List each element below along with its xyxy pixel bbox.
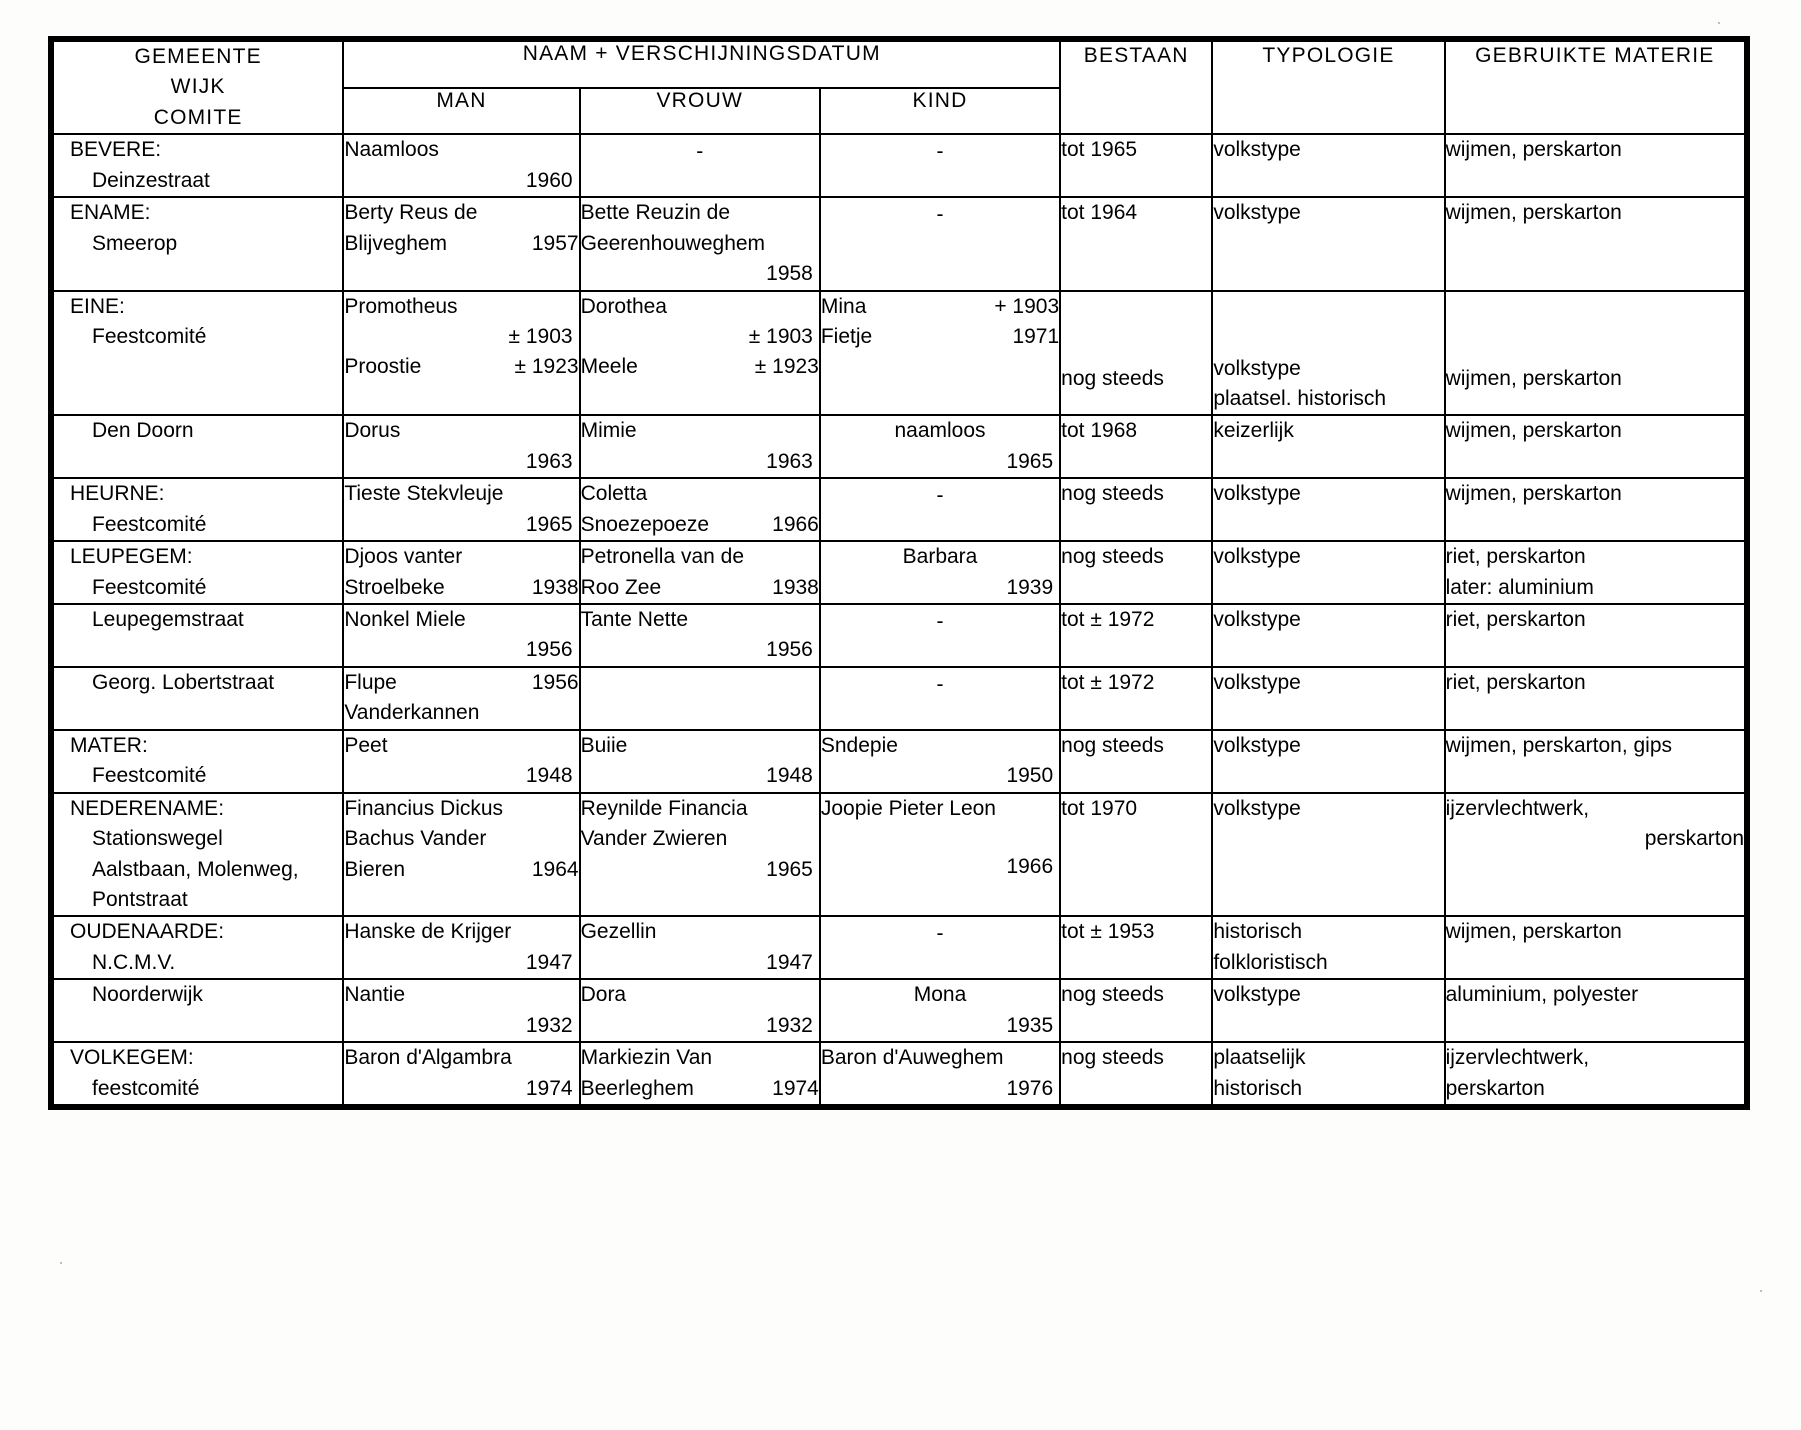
cell-materie: wijmen, perskarton — [1445, 916, 1745, 979]
cell-typologie: keizerlijk — [1212, 415, 1444, 478]
kind-name: Mina — [820, 294, 867, 318]
data-table — [52, 40, 1746, 1106]
cell-vrouw — [580, 793, 820, 917]
cell-bestaan: tot 1968 — [1060, 415, 1212, 478]
vrouw-name: Bette Reuzin de — [580, 201, 731, 225]
cell-man — [343, 730, 579, 793]
vrouw-year: 1966 — [772, 512, 819, 536]
cell-materie: riet, perskarton — [1445, 667, 1745, 730]
vrouw-name: Markiezin Van — [580, 1046, 713, 1070]
kind-name: - — [936, 203, 944, 227]
table-row — [53, 541, 1745, 604]
cell-bestaan: tot ± 1972 — [1060, 667, 1212, 730]
vrouw-year: 1965 — [766, 857, 813, 881]
cell-kind — [820, 134, 1060, 197]
table-body — [53, 134, 1745, 1105]
bestaan-value: nog steeds — [1061, 366, 1164, 390]
cell-materie: aluminium, polyester — [1445, 979, 1745, 1042]
cell-man — [343, 916, 579, 979]
column-header-gemeente-line2: WIJK — [170, 75, 226, 99]
table-row — [53, 730, 1745, 793]
cell-man — [343, 415, 579, 478]
wijk-name: Noorderwijk — [92, 983, 203, 1007]
vrouw-name: Buiie — [580, 733, 628, 757]
table-header-row-1 — [53, 41, 1745, 88]
vrouw-year: 1974 — [772, 1076, 819, 1100]
man-name: Nantie — [344, 983, 406, 1007]
cell-gemeente — [53, 793, 343, 917]
cell-man — [343, 979, 579, 1042]
vrouw-name: Petronella van de — [580, 545, 745, 569]
cell-typologie: volkstype — [1212, 134, 1444, 197]
man-year: 1974 — [525, 1076, 573, 1100]
column-header-gebruikte-materie: GEBRUIKTE MATERIE — [1445, 41, 1745, 134]
cell-gemeente — [53, 291, 343, 416]
man-year: 1960 — [525, 168, 573, 192]
table-row — [53, 415, 1745, 478]
cell-gemeente — [53, 541, 343, 604]
column-header-vrouw: VROUW — [580, 88, 820, 135]
vrouw-name: Gezellin — [580, 920, 657, 944]
cell-vrouw — [580, 541, 820, 604]
kind-year: 1939 — [1006, 575, 1054, 599]
kind-name: - — [936, 922, 944, 946]
vrouw-year: ± 1903 — [748, 324, 813, 348]
cell-kind — [820, 730, 1060, 793]
cell-vrouw — [580, 415, 820, 478]
gemeente-name: LEUPEGEM: — [70, 545, 193, 569]
man-name: Baron d'Algambra — [344, 1046, 512, 1070]
man-year: 1932 — [525, 1013, 573, 1037]
column-header-gemeente-line1: GEMEENTE — [134, 45, 262, 68]
vrouw-name-line2: Geerenhouweghem — [580, 231, 766, 255]
table-row — [53, 604, 1745, 667]
cell-vrouw — [580, 730, 820, 793]
gemeente-name: MATER: — [70, 733, 148, 757]
column-header-typologie: TYPOLOGIE — [1212, 41, 1444, 134]
table-header — [53, 41, 1745, 134]
cell-bestaan — [1060, 291, 1212, 416]
man-name: Naamloos — [344, 138, 439, 162]
wijk-name: Feestcomité — [92, 575, 207, 599]
materie-value: riet, perskarton — [1445, 545, 1586, 569]
wijk-name: Stationswegel — [92, 827, 223, 851]
typologie-value: volkstype — [1213, 356, 1301, 380]
column-header-man: MAN — [343, 88, 579, 135]
man-year: 1957 — [531, 231, 579, 255]
cell-typologie — [1212, 291, 1444, 416]
table-row — [53, 291, 1745, 416]
column-header-bestaan: BESTAAN — [1060, 41, 1212, 134]
cell-kind — [820, 916, 1060, 979]
table-row — [53, 667, 1745, 730]
gemeente-name: VOLKEGEM: — [70, 1046, 194, 1070]
vrouw-year-second: ± 1923 — [754, 355, 819, 379]
vrouw-year: 1956 — [766, 638, 813, 662]
cell-gemeente — [53, 415, 343, 478]
kind-year: 1966 — [1006, 855, 1054, 879]
wijk-name: Deinzestraat — [92, 168, 210, 192]
man-name-line2: Stroelbeke — [344, 575, 445, 599]
cell-bestaan: tot 1965 — [1060, 134, 1212, 197]
cell-bestaan: nog steeds — [1060, 541, 1212, 604]
cell-kind — [820, 541, 1060, 604]
cell-typologie: volkstype — [1212, 730, 1444, 793]
man-name-line2: Blijveghem — [344, 231, 448, 255]
cell-man — [343, 604, 579, 667]
materie-value-2: later: aluminium — [1445, 575, 1594, 599]
man-name-line3: Bieren — [344, 857, 406, 881]
man-name: Promotheus — [344, 294, 458, 318]
cell-man — [343, 291, 579, 416]
wijk-name: Den Doorn — [92, 419, 194, 443]
cell-kind — [820, 415, 1060, 478]
cell-gemeente — [53, 478, 343, 541]
cell-typologie: volkstype — [1212, 197, 1444, 290]
kind-name: Sndepie — [820, 733, 898, 757]
kind-name: Joopie Pieter Leon — [820, 796, 996, 820]
cell-kind — [820, 291, 1060, 416]
kind-year: + 1903 — [994, 294, 1060, 318]
cell-typologie: volkstype — [1212, 979, 1444, 1042]
kind-name: - — [936, 140, 944, 164]
cell-vrouw — [580, 979, 820, 1042]
cell-typologie — [1212, 1042, 1444, 1105]
kind-name: Barbara — [902, 545, 978, 569]
kind-name: naamloos — [894, 419, 986, 443]
cell-materie — [1445, 541, 1745, 604]
man-name: Tieste Stekvleuje — [344, 482, 504, 506]
cell-kind — [820, 604, 1060, 667]
kind-name: - — [936, 610, 944, 633]
materie-value: wijmen, perskarton — [1445, 366, 1622, 390]
table-row — [53, 134, 1745, 197]
table-row — [53, 793, 1745, 917]
man-year: 1964 — [531, 857, 579, 881]
cell-man — [343, 793, 579, 917]
cell-kind — [820, 979, 1060, 1042]
cell-man — [343, 134, 579, 197]
wijk-name-line3: Pontstraat — [92, 887, 188, 911]
cell-gemeente — [53, 916, 343, 979]
vrouw-name-line2: Vander Zwieren — [580, 827, 728, 851]
wijk-name: Feestcomité — [92, 764, 207, 788]
man-year-second: ± 1923 — [514, 355, 579, 379]
cell-typologie: volkstype — [1212, 793, 1444, 917]
cell-man — [343, 197, 579, 290]
table-row — [53, 979, 1745, 1042]
man-name: Hanske de Krijger — [344, 920, 512, 944]
vrouw-name-line2: Snoezepoeze — [580, 512, 710, 536]
column-header-gemeente-line3: COMITE — [153, 105, 243, 129]
cell-kind — [820, 478, 1060, 541]
man-name-line2: Bachus Vander — [344, 827, 487, 851]
typologie-value-2: historisch — [1213, 1076, 1303, 1100]
kind-name: - — [936, 484, 944, 508]
vrouw-year: 1963 — [766, 449, 813, 473]
man-year: 1956 — [531, 670, 579, 694]
kind-name: - — [936, 672, 944, 696]
cell-bestaan: tot 1964 — [1060, 197, 1212, 290]
vrouw-name: Coletta — [580, 482, 648, 506]
cell-man — [343, 1042, 579, 1105]
cell-bestaan: tot 1970 — [1060, 793, 1212, 917]
typologie-value-2: plaatsel. historisch — [1213, 386, 1387, 410]
cell-gemeente — [53, 134, 343, 197]
cell-vrouw — [580, 134, 820, 197]
cell-typologie: volkstype — [1212, 478, 1444, 541]
kind-name-second: Fietje — [820, 324, 873, 348]
table-row — [53, 1042, 1745, 1105]
gemeente-name: BEVERE: — [70, 138, 162, 162]
cell-typologie: volkstype — [1212, 667, 1444, 730]
gemeente-name: HEURNE: — [70, 482, 165, 506]
cell-typologie: volkstype — [1212, 604, 1444, 667]
column-header-kind: KIND — [820, 88, 1060, 135]
man-name: Berty Reus de — [344, 201, 478, 225]
scan-speck — [1718, 22, 1720, 24]
cell-kind — [820, 1042, 1060, 1105]
cell-bestaan: nog steeds — [1060, 730, 1212, 793]
gemeente-name: ENAME: — [70, 201, 151, 225]
cell-kind — [820, 793, 1060, 917]
vrouw-year: 1947 — [766, 950, 813, 974]
vrouw-name-second: Meele — [580, 355, 638, 379]
materie-value: ijzervlechtwerk, — [1445, 1046, 1590, 1070]
wijk-name: Feestcomité — [92, 512, 207, 536]
vrouw-year: 1932 — [766, 1013, 813, 1037]
cell-materie: wijmen, perskarton — [1445, 134, 1745, 197]
typologie-value: plaatselijk — [1213, 1046, 1306, 1070]
man-name: Peet — [344, 733, 388, 757]
man-year: 1965 — [525, 512, 573, 536]
cell-bestaan: nog steeds — [1060, 1042, 1212, 1105]
cell-materie — [1445, 1042, 1745, 1105]
column-header-gemeente — [53, 41, 343, 134]
cell-gemeente — [53, 979, 343, 1042]
cell-materie: wijmen, perskarton, gips — [1445, 730, 1745, 793]
cell-kind — [820, 667, 1060, 730]
materie-value-2: perskarton — [1445, 1076, 1545, 1100]
wijk-name-line2: Aalstbaan, Molenweg, — [92, 857, 299, 881]
man-name: Djoos vanter — [344, 545, 463, 569]
man-year: 1963 — [525, 449, 573, 473]
wijk-name: Feestcomité — [92, 324, 207, 348]
wijk-name: feestcomité — [92, 1076, 200, 1100]
gemeente-name: OUDENAARDE: — [70, 920, 225, 944]
man-name: Nonkel Miele — [344, 608, 466, 631]
table-row — [53, 478, 1745, 541]
wijk-name: Leupegemstraat — [92, 608, 244, 631]
cell-man — [343, 541, 579, 604]
cell-bestaan: tot ± 1972 — [1060, 604, 1212, 667]
man-year: 1956 — [525, 638, 573, 662]
man-name: Financius Dickus — [344, 796, 504, 820]
typologie-value-2: folkloristisch — [1213, 950, 1328, 974]
cell-typologie: volkstype — [1212, 541, 1444, 604]
materie-value-2: perskarton — [1644, 827, 1744, 851]
kind-year: 1935 — [1006, 1013, 1054, 1037]
cell-vrouw — [580, 1042, 820, 1105]
man-year: 1938 — [531, 575, 579, 599]
cell-vrouw — [580, 604, 820, 667]
cell-man — [343, 478, 579, 541]
vrouw-name: Tante Nette — [580, 608, 688, 631]
kind-year: 1950 — [1006, 764, 1054, 788]
vrouw-year: 1938 — [772, 575, 819, 599]
man-year: 1948 — [525, 764, 573, 788]
cell-gemeente — [53, 197, 343, 290]
cell-gemeente — [53, 604, 343, 667]
wijk-name: Smeerop — [92, 231, 178, 255]
cell-vrouw — [580, 667, 820, 730]
vrouw-name: - — [696, 140, 704, 164]
vrouw-name: Reynilde Financia — [580, 796, 748, 820]
kind-year: 1965 — [1006, 449, 1054, 473]
cell-bestaan: nog steeds — [1060, 478, 1212, 541]
vrouw-name: Dorothea — [580, 294, 667, 318]
cell-gemeente — [53, 730, 343, 793]
cell-typologie — [1212, 916, 1444, 979]
gemeente-name: NEDERENAME: — [70, 796, 225, 820]
table-row — [53, 197, 1745, 290]
column-header-naam-verschijningsdatum: NAAM + VERSCHIJNINGSDATUM — [343, 41, 1060, 88]
cell-kind — [820, 197, 1060, 290]
man-name: Dorus — [344, 419, 401, 443]
wijk-name: N.C.M.V. — [92, 950, 176, 974]
vrouw-name: Dora — [580, 983, 627, 1007]
vrouw-name-line2: Roo Zee — [580, 575, 662, 599]
cell-gemeente — [53, 667, 343, 730]
cell-materie: wijmen, perskarton — [1445, 197, 1745, 290]
cell-materie: wijmen, perskarton — [1445, 415, 1745, 478]
man-name: Flupe — [344, 670, 397, 694]
cell-materie: wijmen, perskarton — [1445, 478, 1745, 541]
man-year: ± 1903 — [508, 324, 573, 348]
cell-vrouw — [580, 197, 820, 290]
vrouw-year: 1958 — [766, 262, 813, 286]
cell-vrouw — [580, 291, 820, 416]
cell-bestaan: nog steeds — [1060, 979, 1212, 1042]
vrouw-year: 1948 — [766, 764, 813, 788]
cell-materie: riet, perskarton — [1445, 604, 1745, 667]
wijk-name: Georg. Lobertstraat — [92, 670, 275, 694]
cell-vrouw — [580, 916, 820, 979]
cell-gemeente — [53, 1042, 343, 1105]
vrouw-name-line2: Beerleghem — [580, 1076, 694, 1100]
kind-name: Mona — [913, 983, 967, 1007]
data-table-container — [48, 36, 1750, 1110]
cell-materie — [1445, 793, 1745, 917]
typologie-value: historisch — [1213, 920, 1303, 944]
man-name-second: Proostie — [344, 355, 422, 379]
kind-year: 1976 — [1006, 1076, 1054, 1100]
man-year: 1947 — [525, 950, 573, 974]
man-name-line2: Vanderkannen — [344, 701, 480, 725]
kind-year-second: 1971 — [1012, 324, 1060, 348]
cell-bestaan: tot ± 1953 — [1060, 916, 1212, 979]
materie-value: ijzervlechtwerk, — [1445, 796, 1590, 820]
cell-materie — [1445, 291, 1745, 416]
scan-speck — [1760, 1290, 1762, 1292]
kind-name: Baron d'Auweghem — [820, 1046, 1004, 1070]
vrouw-name: Mimie — [580, 419, 637, 443]
table-row — [53, 916, 1745, 979]
cell-man — [343, 667, 579, 730]
scan-speck — [60, 1262, 62, 1264]
gemeente-name: EINE: — [70, 294, 125, 318]
cell-vrouw — [580, 478, 820, 541]
